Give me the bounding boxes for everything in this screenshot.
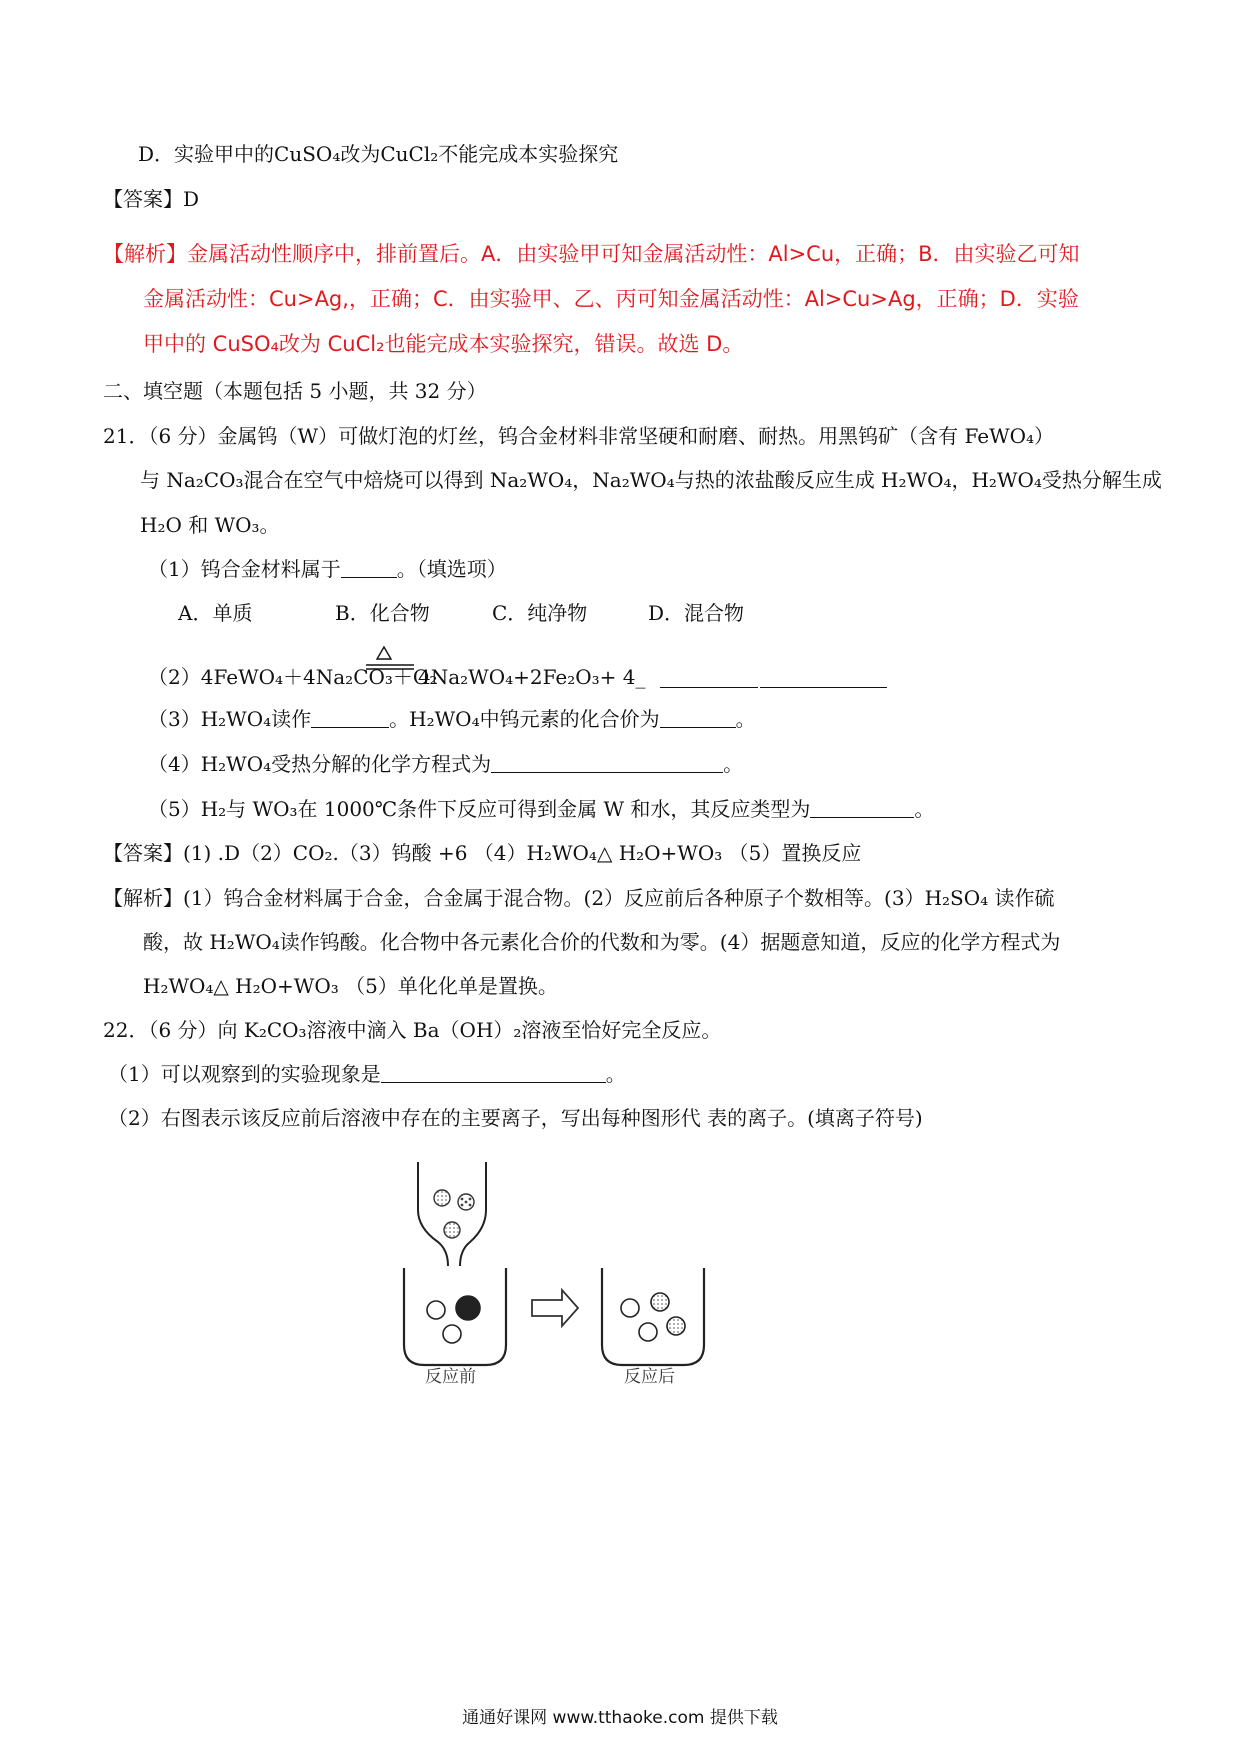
q22-part1 — [108, 1060, 626, 1088]
q20-analysis-line3: 甲中的 CuSO₄改为 CuCl₂也能完成本实验探究，错误。故选 D。 — [143, 332, 744, 356]
label-after: 反应后 — [624, 1367, 675, 1387]
q22-part2: （2）右图表示该反应前后溶液中存在的主要离子，写出每种图形代 表的离子。(填离子符号) — [108, 1106, 923, 1130]
q21-part3-text: （3）H₂WO₄读作 — [148, 707, 312, 731]
q21-part5 — [148, 795, 934, 823]
q21-part5-suffix: 。 — [914, 797, 935, 821]
option-a: A．单质 — [178, 601, 253, 625]
answer-blank[interactable] — [810, 795, 914, 818]
q22-part1-suffix: 。 — [605, 1062, 626, 1086]
q21-part2-left: （2）4FeWO₄＋4Na₂CO₃＋O₂ — [148, 665, 438, 689]
q21-part1-text: （1）钨合金材料属于 — [148, 557, 341, 581]
q21-part4-suffix: 。 — [723, 752, 744, 776]
q20-answer: 【答案】D — [103, 187, 200, 211]
q21-analysis-line1: 【解析】(1）钨合金材料属于合金，合金属于混合物。(2）反应前后各种原子个数相等。(3）H₂SO₄ 读作硫 — [103, 886, 1055, 910]
answer-blank[interactable] — [311, 705, 389, 728]
label-before: 反应前 — [425, 1367, 476, 1387]
page-footer: 通通好课网 www.tthaoke.com 提供下载 — [462, 1708, 778, 1728]
q21-part4-text: （4）H₂WO₄受热分解的化学方程式为 — [148, 752, 492, 776]
answer-blank[interactable] — [341, 555, 397, 578]
answer-blank[interactable] — [760, 665, 887, 688]
option-d: D．混合物 — [648, 601, 745, 625]
reaction-condition — [364, 643, 416, 683]
q21-part1-suffix: 。（填选项） — [396, 557, 507, 581]
q20-analysis-line1 — [103, 240, 1080, 268]
section-heading: 二、填空题（本题包括 5 小题，共 32 分） — [103, 379, 487, 403]
reaction-diagram — [380, 1150, 740, 1400]
q21-answer: 【答案】(1) .D（2）CO₂.（3）钨酸 +6 （4）H₂WO₄△ H₂O+WO₃ （5）置换反应 — [103, 841, 862, 865]
analysis-text: 金属活动性顺序中，排前置后。A．由实验甲可知金属活动性：Al>Cu，正确；B．由实验乙可知 — [187, 242, 1080, 266]
option-b: B．化合物 — [335, 601, 430, 625]
q21-part3 — [148, 705, 756, 733]
q21-part1 — [148, 555, 507, 583]
q21-part5-text: （5）H₂与 WO₃在 1000℃条件下反应可得到金属 W 和水，其反应类型为 — [148, 797, 811, 821]
q22-part1-text: （1）可以观察到的实验现象是 — [108, 1062, 381, 1086]
answer-blank[interactable] — [660, 665, 758, 688]
analysis-tag: 【解析】 — [103, 242, 187, 266]
q20-option-d: D．实验甲中的CuSO₄改为CuCl₂不能完成本实验探究 — [138, 142, 619, 166]
answer-blank[interactable] — [660, 705, 736, 728]
q21-part3-text2: 。H₂WO₄中钨元素的化合价为 — [389, 707, 660, 731]
q22-stem: 22．（6 分）向 K₂CO₃溶液中滴入 Ba（OH）₂溶液至恰好完全反应。 — [103, 1018, 722, 1042]
q20-analysis-line2: 金属活动性：Cu>Ag,，正确；C．由实验甲、乙、丙可知金属活动性：Al>Cu>Ag，正确；D．实验 — [143, 287, 1079, 311]
q21-analysis-line3: H₂WO₄△ H₂O+WO₃ （5）单化化单是置换。 — [143, 974, 558, 998]
q21-part3-suffix: 。 — [735, 707, 756, 731]
option-c: C．纯净物 — [492, 601, 588, 625]
q21-stem-line1: 21．（6 分）金属钨（W）可做灯泡的灯丝，钨合金材料非常坚硬和耐磨、耐热。用黑钨矿（含有 FeWO₄） — [103, 424, 1055, 448]
answer-blank[interactable] — [381, 1060, 606, 1083]
q21-analysis-line2: 酸，故 H₂WO₄读作钨酸。化合物中各元素化合价的代数和为零。(4）据题意知道，反应的化学方程式为 — [143, 930, 1061, 954]
answer-blank[interactable] — [491, 750, 723, 773]
q21-stem-line2: 与 Na₂CO₃混合在空气中焙烧可以得到 Na₂WO₄，Na₂WO₄与热的浓盐酸反应生成 H₂WO₄，H₂WO₄受热分解生成 — [140, 468, 1162, 492]
heating-triangle-icon — [364, 643, 416, 683]
q21-part4 — [148, 750, 743, 778]
q21-stem-line3: H₂O 和 WO₃。 — [140, 513, 280, 537]
q21-part2-right: 4Na₂WO₄+2Fe₂O₃+ 4_ — [418, 665, 646, 689]
